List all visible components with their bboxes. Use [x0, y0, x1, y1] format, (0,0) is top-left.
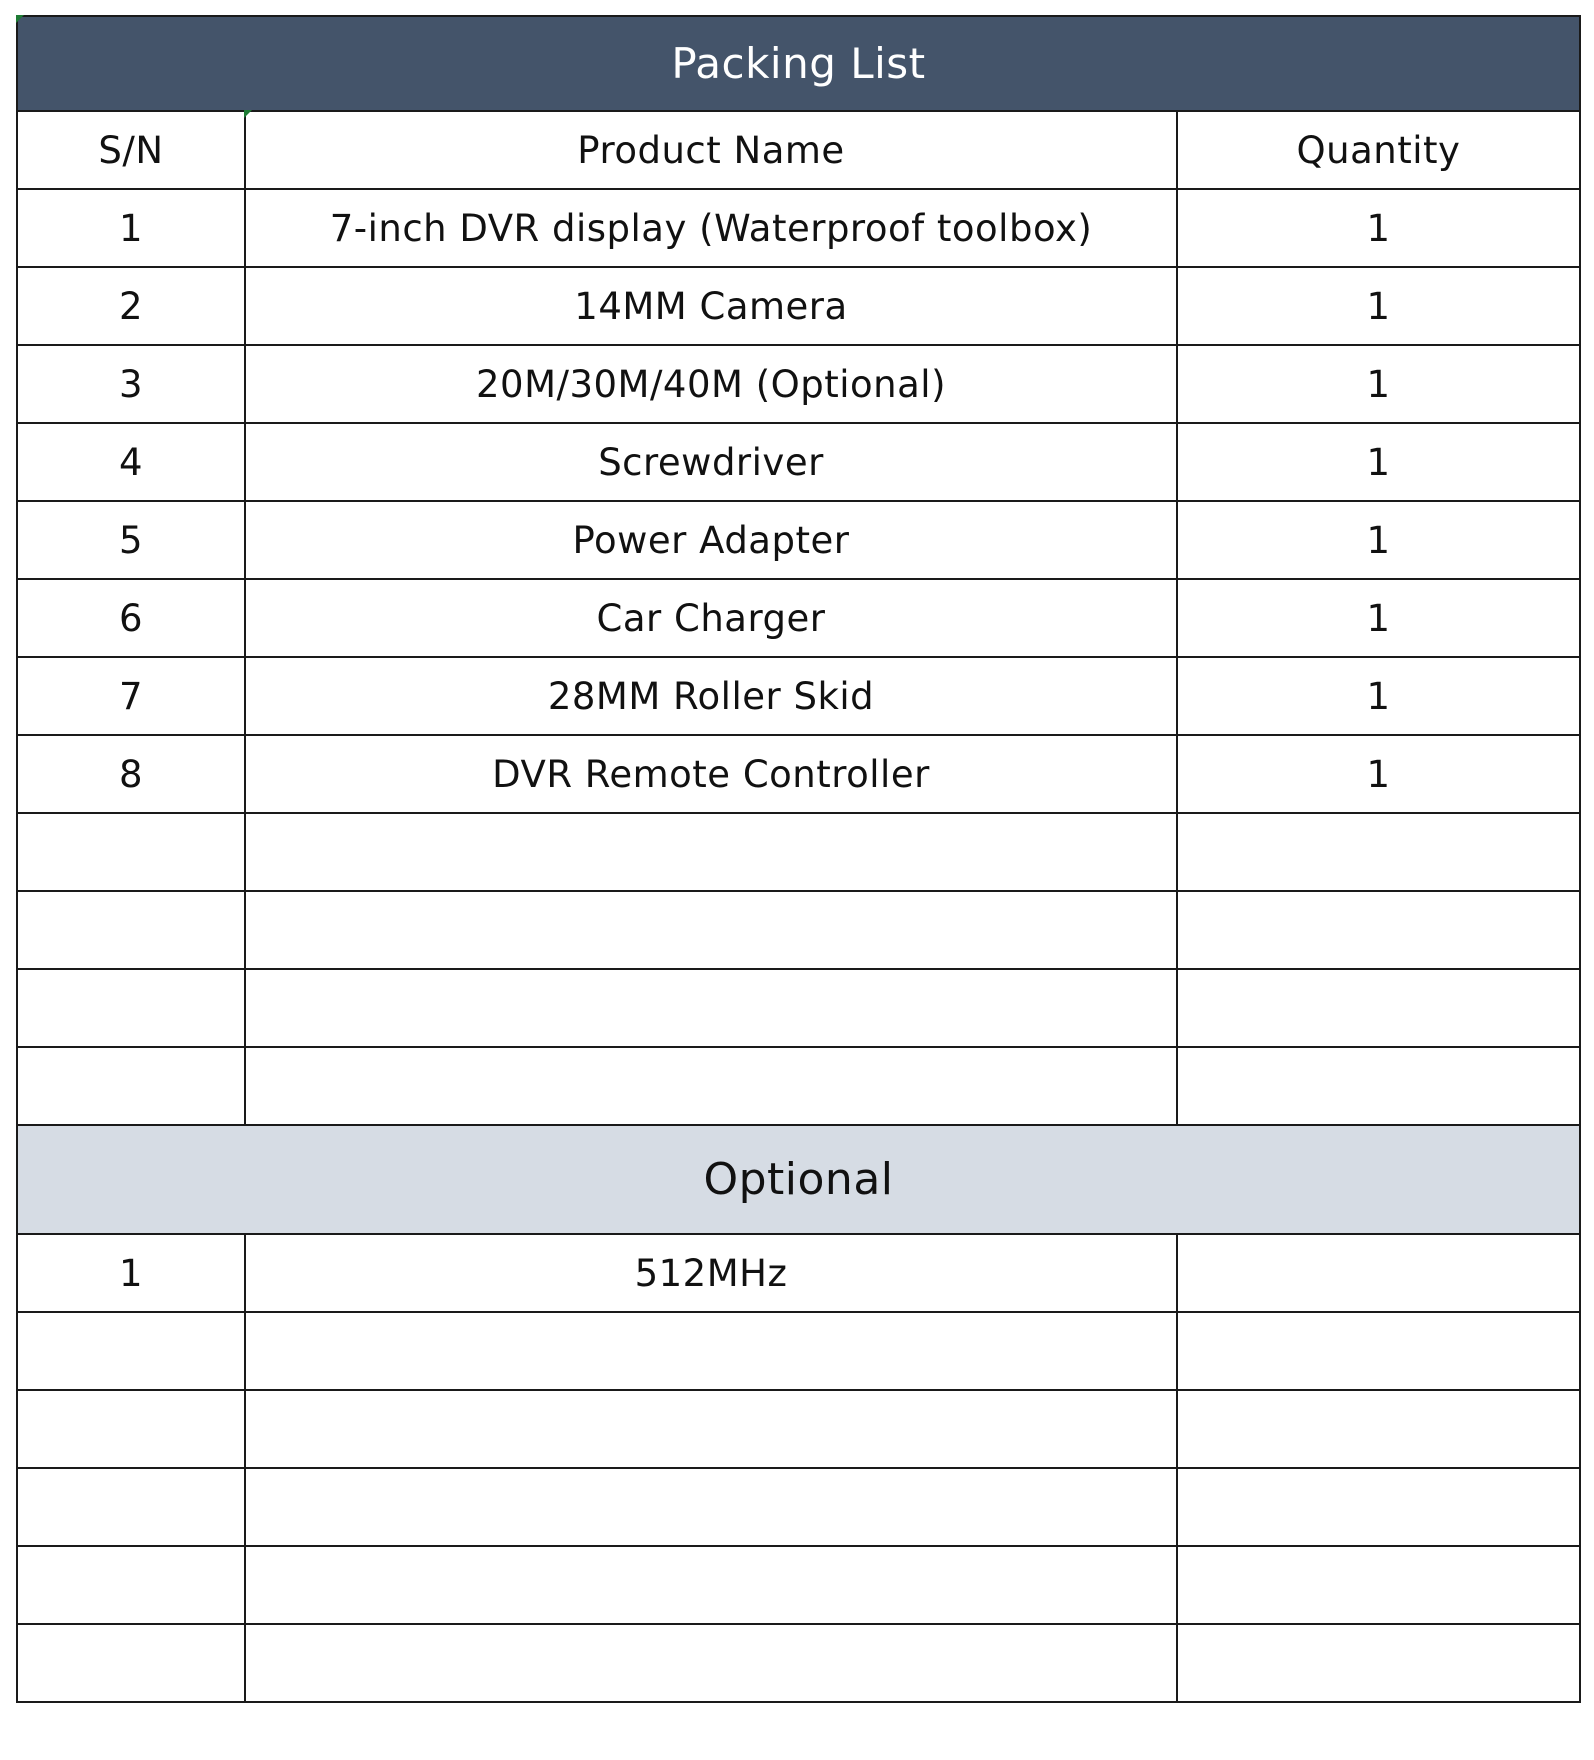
sn-cell: 1: [17, 189, 245, 267]
sn-cell: [17, 1468, 245, 1546]
packing-list-sheet: [16, 15, 1579, 1703]
column-header-product-name: Product Name: [245, 111, 1177, 189]
table-row: [17, 1624, 1580, 1702]
table-row: [17, 891, 1580, 969]
quantity-cell: 1: [1177, 579, 1580, 657]
quantity-cell: [1177, 969, 1580, 1047]
sn-cell: 4: [17, 423, 245, 501]
product-name-cell: [245, 1624, 1177, 1702]
sn-cell: [17, 1312, 245, 1390]
sn-cell: 3: [17, 345, 245, 423]
packing-list-table: [16, 15, 1581, 1703]
sn-cell: [17, 891, 245, 969]
quantity-cell: [1177, 1624, 1580, 1702]
optional-section-row: [17, 1125, 1580, 1234]
quantity-cell: [1177, 1234, 1580, 1312]
quantity-cell: 1: [1177, 657, 1580, 735]
product-name-cell: Power Adapter: [245, 501, 1177, 579]
cell-comment-marker: [244, 110, 252, 118]
table-row: [17, 189, 1580, 267]
table-row: [17, 1546, 1580, 1624]
table-row: [17, 1468, 1580, 1546]
sn-cell: 7: [17, 657, 245, 735]
table-row: [17, 1312, 1580, 1390]
table-row: [17, 1047, 1580, 1125]
product-name-cell: [245, 1546, 1177, 1624]
quantity-cell: 1: [1177, 735, 1580, 813]
product-name-cell: Screwdriver: [245, 423, 1177, 501]
optional-section-title: Optional: [17, 1125, 1580, 1234]
sn-cell: 1: [17, 1234, 245, 1312]
product-name-cell: [245, 1390, 1177, 1468]
sn-cell: [17, 813, 245, 891]
items-body: [17, 189, 1580, 1125]
product-name-cell: [245, 1312, 1177, 1390]
product-name-cell: 14MM Camera: [245, 267, 1177, 345]
quantity-cell: [1177, 1312, 1580, 1390]
product-name-cell: DVR Remote Controller: [245, 735, 1177, 813]
product-name-cell: 20M/30M/40M (Optional): [245, 345, 1177, 423]
sn-cell: [17, 1546, 245, 1624]
cell-comment-marker: [16, 15, 24, 23]
table-row: [17, 735, 1580, 813]
table-row: [17, 1234, 1580, 1312]
product-name-cell: [245, 813, 1177, 891]
optional-items-body: [17, 1234, 1580, 1702]
product-name-cell: [245, 1468, 1177, 1546]
sn-cell: [17, 1624, 245, 1702]
table-row: [17, 1390, 1580, 1468]
table-row: [17, 345, 1580, 423]
product-name-cell: 7-inch DVR display (Waterproof toolbox): [245, 189, 1177, 267]
table-row: [17, 579, 1580, 657]
table-row: [17, 657, 1580, 735]
sn-cell: 2: [17, 267, 245, 345]
packing-list-body: [17, 16, 1580, 189]
quantity-cell: [1177, 1390, 1580, 1468]
sn-cell: [17, 1047, 245, 1125]
header-row: [17, 111, 1580, 189]
optional-section-header: [17, 1125, 1580, 1234]
product-name-cell: 28MM Roller Skid: [245, 657, 1177, 735]
quantity-cell: [1177, 813, 1580, 891]
quantity-cell: 1: [1177, 423, 1580, 501]
sn-cell: 6: [17, 579, 245, 657]
product-name-cell: [245, 1047, 1177, 1125]
quantity-cell: 1: [1177, 189, 1580, 267]
table-row: [17, 267, 1580, 345]
title-row: [17, 16, 1580, 111]
quantity-cell: [1177, 1047, 1580, 1125]
quantity-cell: 1: [1177, 267, 1580, 345]
table-row: [17, 813, 1580, 891]
quantity-cell: 1: [1177, 501, 1580, 579]
column-header-quantity: Quantity: [1177, 111, 1580, 189]
sn-cell: 5: [17, 501, 245, 579]
product-name-cell: 512MHz: [245, 1234, 1177, 1312]
table-row: [17, 501, 1580, 579]
table-row: [17, 423, 1580, 501]
product-name-cell: [245, 891, 1177, 969]
sn-cell: [17, 1390, 245, 1468]
quantity-cell: [1177, 891, 1580, 969]
quantity-cell: [1177, 1546, 1580, 1624]
quantity-cell: [1177, 1468, 1580, 1546]
sn-cell: 8: [17, 735, 245, 813]
table-row: [17, 969, 1580, 1047]
column-header-sn: S/N: [17, 111, 245, 189]
product-name-cell: [245, 969, 1177, 1047]
quantity-cell: 1: [1177, 345, 1580, 423]
packing-list-title: Packing List: [17, 16, 1580, 111]
sn-cell: [17, 969, 245, 1047]
product-name-cell: Car Charger: [245, 579, 1177, 657]
